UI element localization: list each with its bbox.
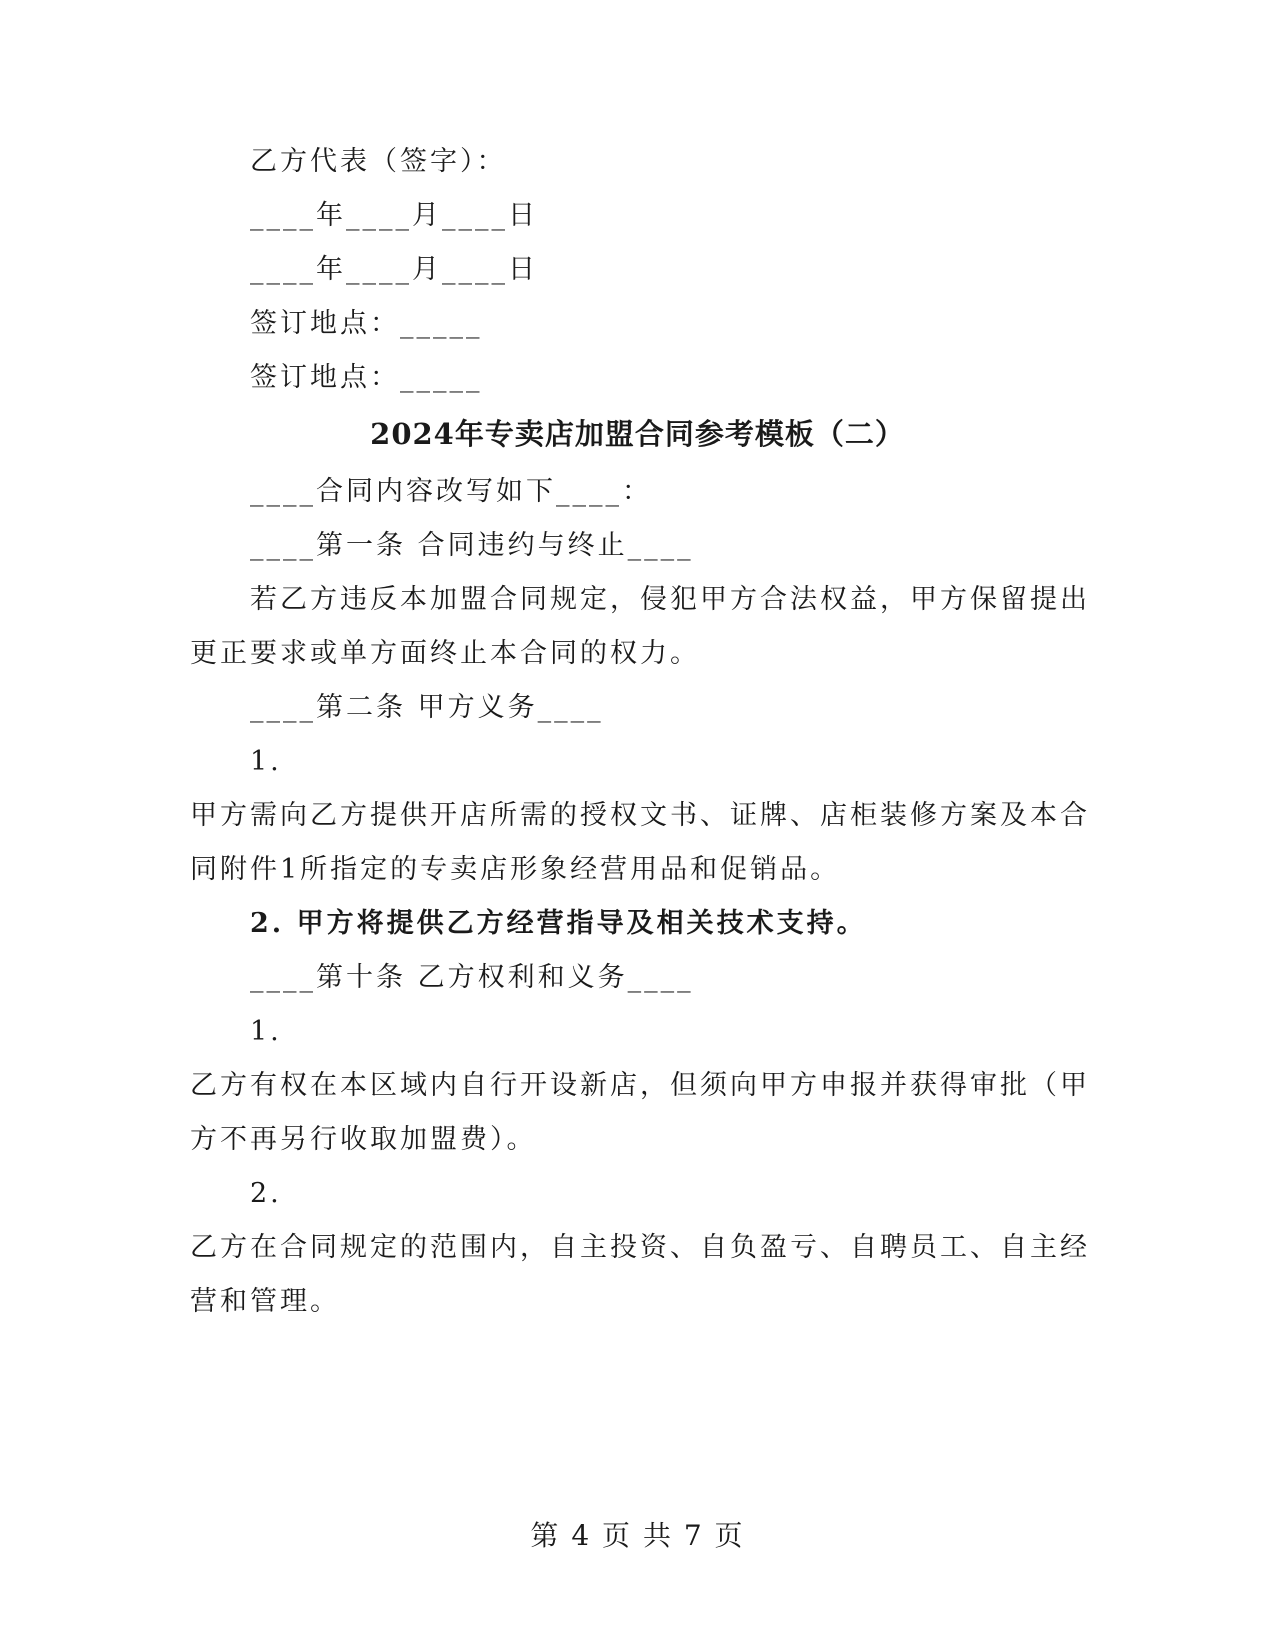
article-10-item-1-text: 方不再另行收取加盟费）。: [190, 1124, 537, 1155]
article-10-item-1-text: 乙方有权在本区域内自行开设新店，但须向甲方申报并获得审批（甲: [190, 1070, 1090, 1101]
article-10-item-1-number: 1.: [250, 1016, 282, 1047]
article-1-paragraph: 若乙方违反本加盟合同规定，侵犯甲方合法权益，甲方保留提出: [250, 584, 1090, 615]
article-10-item-2-text: 乙方在合同规定的范围内，自主投资、自负盈亏、自聘员工、自主经: [190, 1232, 1090, 1263]
date-line: ____年____月____日: [250, 200, 538, 231]
date-line: ____年____月____日: [250, 254, 538, 285]
article-10-item-2-text: 营和管理。: [190, 1286, 340, 1317]
article-1-heading: ____第一条 合同违约与终止____: [250, 530, 694, 561]
article-2-item-1-number: 1.: [250, 746, 282, 777]
article-2-item-1-text: 同附件1所指定的专卖店形象经营用品和促销品。: [190, 854, 841, 885]
signing-place-line: 签订地点：_____: [250, 308, 483, 339]
party-b-representative-line: 乙方代表（签字）：: [250, 146, 507, 177]
signing-place-line: 签订地点：_____: [250, 362, 483, 393]
contract-intro: ____合同内容改写如下____：: [250, 476, 652, 507]
contract-title: 2024年专卖店加盟合同参考模板（二）: [370, 417, 905, 451]
article-10-item-2-number: 2.: [250, 1178, 282, 1209]
article-10-heading: ____第十条 乙方权利和义务____: [250, 962, 694, 993]
page-number-footer: 第 4 页 共 7 页: [530, 1519, 745, 1552]
article-2-item-2: 2. 甲方将提供乙方经营指导及相关技术支持。: [250, 908, 867, 939]
article-2-heading: ____第二条 甲方义务____: [250, 692, 604, 723]
article-1-paragraph: 更正要求或单方面终止本合同的权力。: [190, 638, 700, 669]
article-2-item-1-text: 甲方需向乙方提供开店所需的授权文书、证牌、店柜装修方案及本合: [190, 800, 1090, 831]
